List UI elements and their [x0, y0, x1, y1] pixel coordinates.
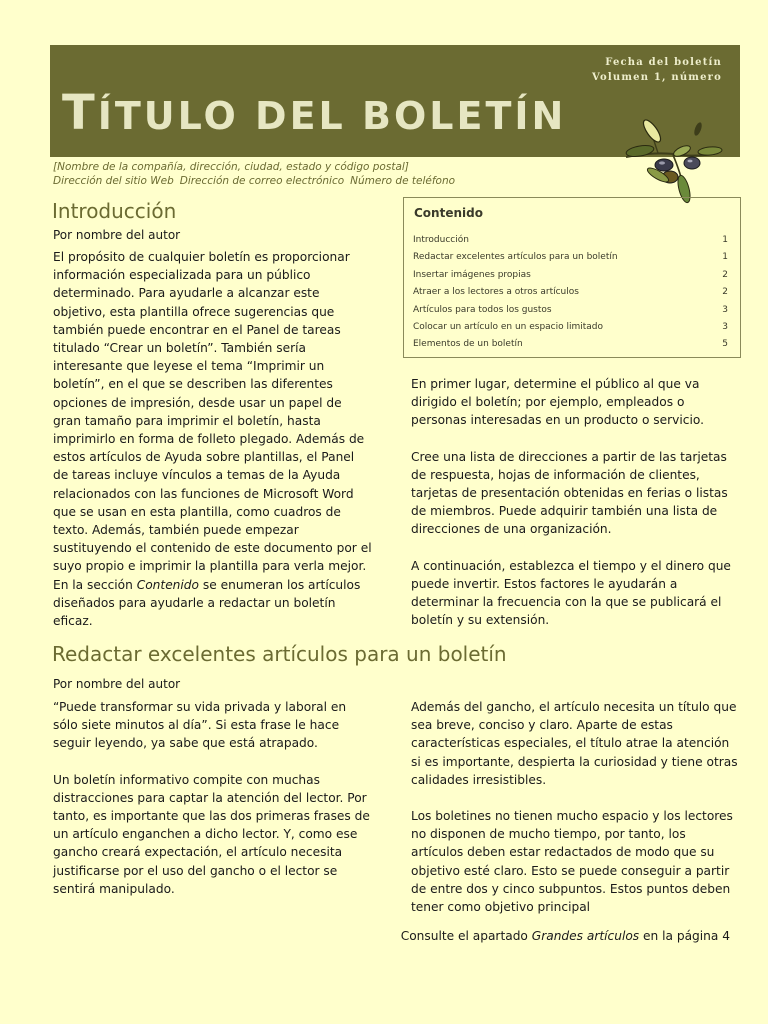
toc-item-label: Colocar un artículo en un espacio limitado — [413, 322, 604, 333]
intro-heading: Introducción — [52, 199, 177, 223]
toc-heading: Contenido — [414, 206, 483, 220]
intro-right-column — [411, 375, 741, 629]
company-info — [53, 161, 461, 188]
intro-right-paragraph: A continuación, establezca el tiempo y el dinero que puede invertir. Estos factores le ayudarán a determinar la frecuencia con la que se publicará el boletín y su extensión. — [411, 558, 731, 628]
intro-right-paragraph: En primer lugar, determine el público al que va dirigido el boletín; por ejemplo, empleados o personas interesadas en un producto o servicio. — [411, 377, 704, 428]
toc-item-label: Insertar imágenes propias — [413, 269, 531, 280]
intro-text-before: El propósito de cualquier boletín es proporcionar información especializada para un público determinado. Para ayudarle a alcanzar este objetivo, esta plantilla ofrece sugerencias que también puede encontrar en el Panel de tareas titulado “Crear un boletín”. También sería interesante que leyese el tema “Imprimir un boletín”, en el que se describen las diferentes opciones de impresión, desde usar un papel de gran tamaño para imprimir el boletín, hasta imprimirlo en forma de folleto plegado. Además de estos artículos de Ayuda sobre plantillas, el Panel de tareas incluye vínculos a temas de la Ayuda relacionados con las funciones de Microsoft Word que se usan en esta plantilla, como cuadros de texto. Además, también puede empezar sustituyendo el contenido de este documento por el suyo propio e imprimir la plantilla para verla mejor. En la sección — [53, 250, 372, 592]
article-paragraph: Un boletín informativo compite con muchas distracciones para captar la atención del lector. Por tanto, es importante que las dos primeras frases de un artículo enganchen a dicho lector. Y, como ese gancho creará expectación, el artículo necesita justificarse por el uso del gancho o el lector se sentirá manipulado. — [53, 772, 370, 896]
intro-right-paragraph: Cree una lista de direcciones a partir de las tarjetas de respuesta, hojas de información de clientes, tarjetas de presentación obtenidas en ferias o listas de miembros. Puede adquirir también una lista de direcciones de una organización. — [411, 449, 728, 537]
contact-line — [53, 175, 461, 189]
continuation-link: Grandes artículos — [531, 929, 640, 943]
toc-item[interactable] — [413, 319, 733, 336]
article-paragraph: Además del gancho, el artículo necesita un título que sea breve, conciso y claro. Aparte de estas características especiales, el título atrae la atención si es importante, despierta la curiosidad y tiene otras calidades irresistibles. — [411, 700, 738, 787]
issue-volume: Volumen 1, número — [591, 72, 722, 83]
issue-info — [592, 55, 722, 85]
toc-item-page: 1 — [722, 252, 728, 263]
article-byline: Por nombre del autor — [53, 677, 181, 691]
title-rest: ÍTULO DEL BOLETÍN — [97, 94, 567, 138]
intro-body — [53, 248, 373, 630]
toc-item-label: Redactar excelentes artículos para un boletín — [413, 252, 618, 263]
toc-item[interactable] — [413, 267, 733, 284]
toc-item-page: 5 — [722, 339, 728, 350]
toc-item[interactable] — [413, 249, 733, 266]
intro-text-after: se enumeran los artículos diseñados para ayudarle a redactar un boletín eficaz. — [53, 577, 361, 629]
continuation-suffix: en la página 4 — [639, 929, 730, 943]
phone-text: Número de teléfono — [350, 174, 456, 187]
toc-item[interactable] — [413, 232, 733, 249]
toc-item-label: Elementos de un boletín — [413, 339, 523, 350]
article-paragraph: “Puede transformar su vida privada y laboral en sólo siete minutos al día”. Si esta frase le hace seguir leyendo, ya sabe que está atrapado. — [53, 700, 347, 751]
continuation-prefix: Consulte el apartado — [400, 929, 532, 943]
intro-byline: Por nombre del autor — [53, 228, 181, 242]
toc-item[interactable] — [413, 284, 733, 301]
toc-list — [413, 232, 733, 354]
email-text: Dirección de correo electrónico — [179, 174, 345, 187]
continuation-note[interactable] — [401, 929, 730, 943]
toc-item-page: 3 — [722, 322, 728, 333]
toc-item-page: 1 — [722, 235, 728, 245]
issue-date: Fecha del boletín — [605, 57, 722, 68]
company-address: [Nombre de la compañía, dirección, ciudad, estado y código postal] — [53, 161, 409, 173]
toc-item[interactable] — [413, 302, 733, 319]
newsletter-title — [62, 85, 566, 144]
toc-item-page: 2 — [722, 287, 728, 298]
title-initial: T — [62, 85, 98, 141]
article-heading: Redactar excelentes artículos para un boletín — [52, 642, 507, 666]
intro-paragraph — [53, 248, 373, 630]
toc-item-page: 2 — [722, 269, 728, 280]
toc-item-label: Atraer a los lectores a otros artículos — [413, 287, 579, 298]
article-left-column — [53, 698, 373, 898]
toc-item-page: 3 — [722, 304, 728, 315]
table-of-contents — [403, 197, 741, 358]
intro-text-italic: Contenido — [136, 577, 199, 592]
toc-item-label: Artículos para todos los gustos — [413, 304, 552, 315]
website-text: Dirección del sitio Web — [53, 174, 174, 187]
toc-item-label: Introducción — [413, 235, 469, 245]
article-right-column — [411, 698, 741, 916]
article-paragraph: Los boletines no tienen mucho espacio y los lectores no disponen de mucho tiempo, por tanto, los artículos deben estar redactados de modo que su objetivo esté claro. Esto se puede conseguir a partir de entre dos y cinco subpuntos. Estos puntos deben tener como objetivo principal — [411, 809, 733, 915]
toc-item[interactable] — [413, 336, 733, 353]
